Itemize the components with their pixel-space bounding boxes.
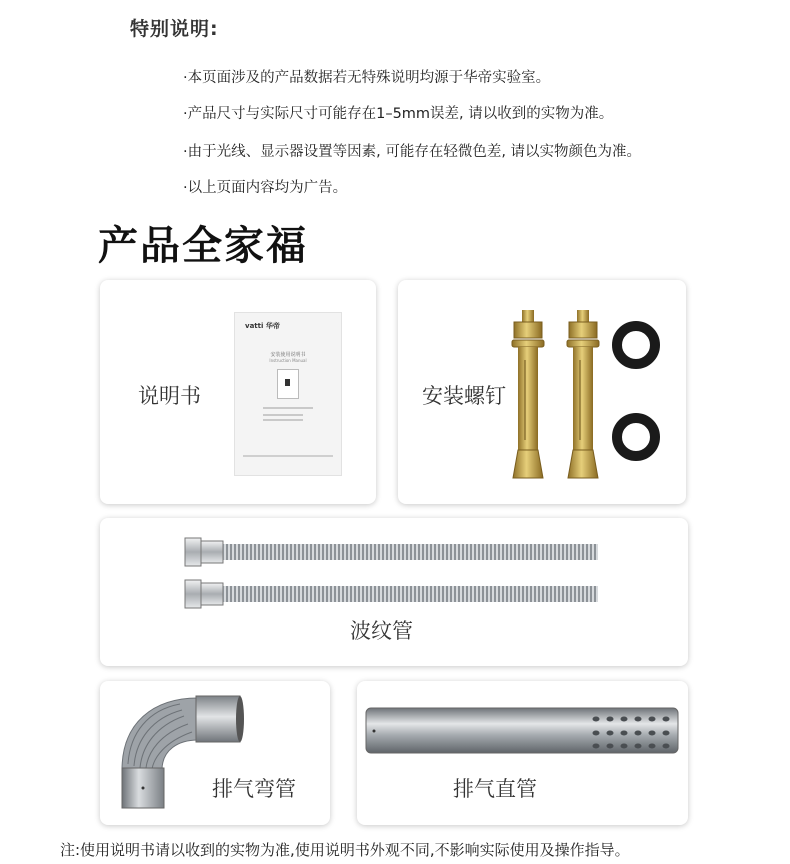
corrugated-hoses-image bbox=[180, 534, 605, 614]
rubber-ring-icon bbox=[617, 326, 655, 364]
exhaust-elbow-image bbox=[118, 688, 248, 813]
hose-icon bbox=[185, 580, 598, 608]
section-title: 产品全家福 bbox=[98, 223, 308, 269]
elbow-label: 排气弯管 bbox=[212, 777, 296, 801]
heater-device-icon bbox=[277, 369, 299, 399]
manual-cover-subtitle: Instruction Manual bbox=[269, 358, 307, 363]
footnote: 注:使用说明书请以收到的实物为准,使用说明书外观不同,不影响实际使用及操作指导。 bbox=[60, 841, 630, 859]
notice-line-3: ·由于光线、显示器设置等因素, 可能存在轻微色差, 请以实物颜色为准。 bbox=[183, 144, 642, 160]
bolt-icon bbox=[567, 310, 599, 478]
hose-label: 波纹管 bbox=[350, 619, 413, 643]
bolt-icon bbox=[512, 310, 544, 478]
notice-line-1: ·本页面涉及的产品数据若无特殊说明均源于华帝实验室。 bbox=[183, 70, 551, 86]
bolts-label: 安装螺钉 bbox=[422, 384, 506, 408]
notice-line-2: ·产品尺寸与实际尺寸可能存在1–5mm误差, 请以收到的实物为准。 bbox=[183, 106, 614, 122]
exhaust-pipe-image bbox=[364, 705, 684, 757]
pipe-label: 排气直管 bbox=[453, 777, 537, 801]
hose-icon bbox=[185, 538, 598, 566]
expansion-bolts-image bbox=[505, 300, 675, 485]
manual-image bbox=[234, 312, 342, 476]
manual-brand: vatti 华帝 bbox=[245, 322, 280, 330]
manual-cover-title: 安装使用说明书 bbox=[270, 352, 306, 358]
notice-line-4: ·以上页面内容均为广告。 bbox=[183, 180, 348, 196]
manual-label: 说明书 bbox=[138, 384, 201, 408]
notice-title: 特别说明: bbox=[130, 18, 219, 40]
rubber-ring-icon bbox=[617, 418, 655, 456]
